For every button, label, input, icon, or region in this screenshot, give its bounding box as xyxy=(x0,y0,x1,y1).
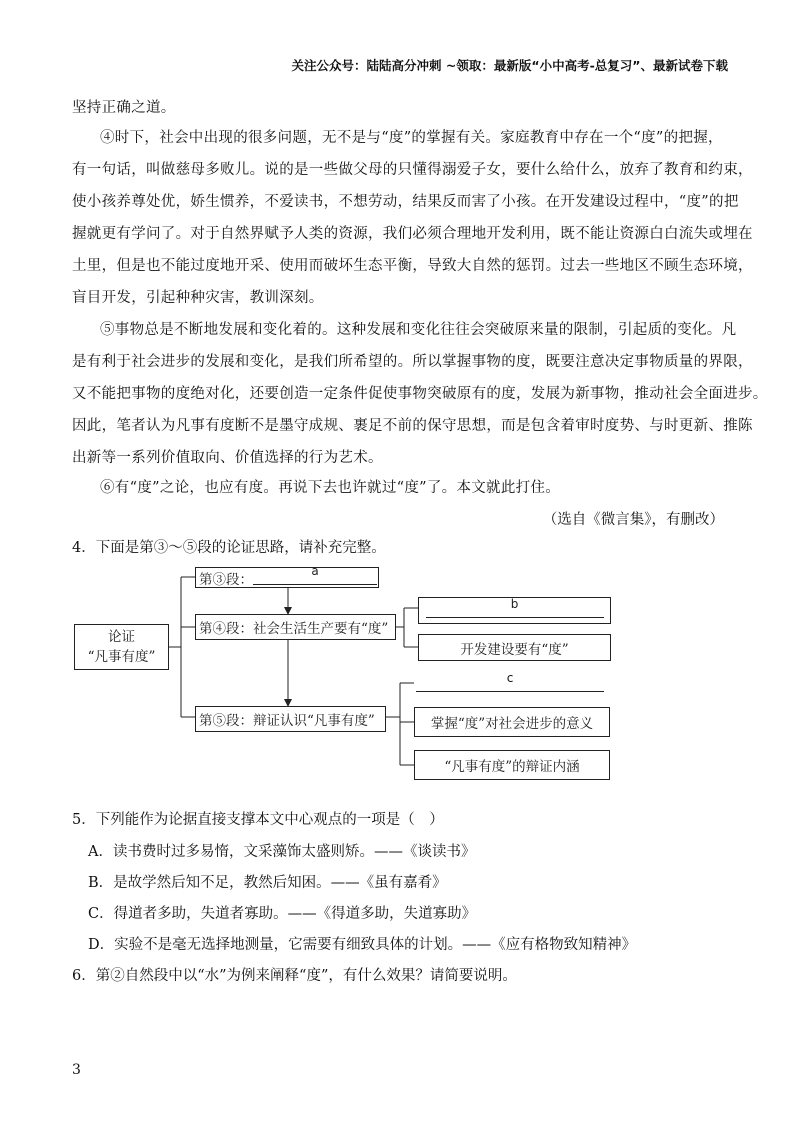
page-number: 3 xyxy=(72,1062,81,1078)
diagram-para5-label: 第⑤段：辩证认识“凡事有度” xyxy=(199,713,375,729)
article-line: 盲目开发，引起种种灾害，教训深刻。 xyxy=(72,290,324,306)
diagram-para5-item2-box xyxy=(414,750,610,780)
page-header: 关注公众号：陆陆高分冲刺 ~领取：最新版“小中高考-总复习”、最新试卷下载 xyxy=(291,58,728,73)
diagram-para5-box xyxy=(195,706,386,732)
article-source: （选自《微言集》，有删改） xyxy=(542,512,724,528)
diagram-root-line-2: “凡事有度” xyxy=(87,649,156,665)
blank-a[interactable] xyxy=(253,564,377,585)
diagram-para5-item1-box xyxy=(414,707,610,737)
article-line: 握就更有学问了。对于自然界赋予人类的资源，我们必须合理地开发利用，既不能让资源白白流失或埋在 xyxy=(72,226,753,242)
option-d[interactable]: D．实验不是毫无选择地测量，它需要有细致具体的计划。——《应有格物致知精神》 xyxy=(88,937,637,953)
option-b[interactable]: B．是故学然后知不足，教然后知困。——《虽有嘉肴》 xyxy=(88,875,447,891)
diagram-para4-label: 第④段：社会生活生产要有“度” xyxy=(199,621,389,637)
question-5-stem: 5．下列能作为论据直接支撑本文中心观点的一项是（ ） xyxy=(72,812,444,828)
option-a[interactable]: A．读书费时过多易惰，文采藻饰太盛则矫。——《谈读书》 xyxy=(88,844,476,860)
blank-a-label: a xyxy=(311,564,319,578)
blank-b-label: b xyxy=(510,597,519,611)
article-line: 因此，笔者认为凡事有度断不是墨守成规、裹足不前的保守思想，而是包含着审时度势、与时更新、推陈 xyxy=(72,418,753,434)
diagram-para5-item1: 掌握“度”对社会进步的意义 xyxy=(430,716,594,732)
diagram-para5-item2: “凡事有度”的辩证内涵 xyxy=(444,759,580,775)
article-line: ④时下，社会中出现的很多问题，无不是与“度”的掌握有关。家庭教育中存在一个“度”的把握， xyxy=(100,130,723,146)
diagram-para4-box xyxy=(195,614,396,640)
article-line: 是有利于社会进步的发展和变化，是我们所希望的。所以掌握事物的度，既要注意决定事物质量的界限， xyxy=(72,354,753,370)
article-line: 坚持正确之道。 xyxy=(72,100,176,116)
article-line: 又不能把事物的度绝对化，还要创造一定条件促使事物突破原有的度，发展为新事物，推动社会全面进步。 xyxy=(72,386,768,402)
article-line: 有一句话，叫做慈母多败儿。说的是一些做父母的只懂得溺爱子女，要什么给什么，放弃了教育和约束， xyxy=(72,162,753,178)
blank-c-label: c xyxy=(506,671,514,685)
question-6-stem: 6．第②自然段中以“水”为例来阐释“度”，有什么效果？请简要说明。 xyxy=(72,968,517,984)
diagram-para3-box xyxy=(195,564,379,588)
article-line: ⑥有“度”之论，也应有度。再说下去也许就过“度”了。本文就此打住。 xyxy=(100,480,561,496)
article-line: 使小孩养尊处优，娇生惯养，不爱读书，不想劳动，结果反而害了小孩。在开发建设过程中，“度”的把 xyxy=(72,194,739,210)
diagram-blank-c-area xyxy=(416,671,606,697)
diagram-root-line-1: 论证 xyxy=(108,629,135,645)
blank-b[interactable] xyxy=(426,597,604,618)
option-c[interactable]: C．得道者多助，失道者寡助。——《得道多助，失道寡助》 xyxy=(88,906,477,922)
diagram-para3-label: 第③段： xyxy=(199,571,253,588)
question-4-stem: 4．下面是第③～⑤段的论证思路，请补充完整。 xyxy=(72,540,386,556)
diagram-para4-item-box xyxy=(418,634,611,661)
article-line: 土里，但是也不能过度地开采、使用而破坏生态平衡，导致大自然的惩罚。过去一些地区不顾生态环境， xyxy=(72,258,753,274)
article-line: ⑤事物总是不断地发展和变化着的。这种发展和变化往往会突破原来量的限制，引起质的变化。凡 xyxy=(100,322,737,338)
diagram-para4-item: 开发建设要有“度” xyxy=(460,641,569,658)
blank-c[interactable] xyxy=(416,671,604,692)
article-line: 出新等一系列价值取向、价值选择的行为艺术。 xyxy=(72,450,383,466)
diagram-root-box xyxy=(74,624,169,670)
diagram-blank-b-box xyxy=(418,597,611,624)
